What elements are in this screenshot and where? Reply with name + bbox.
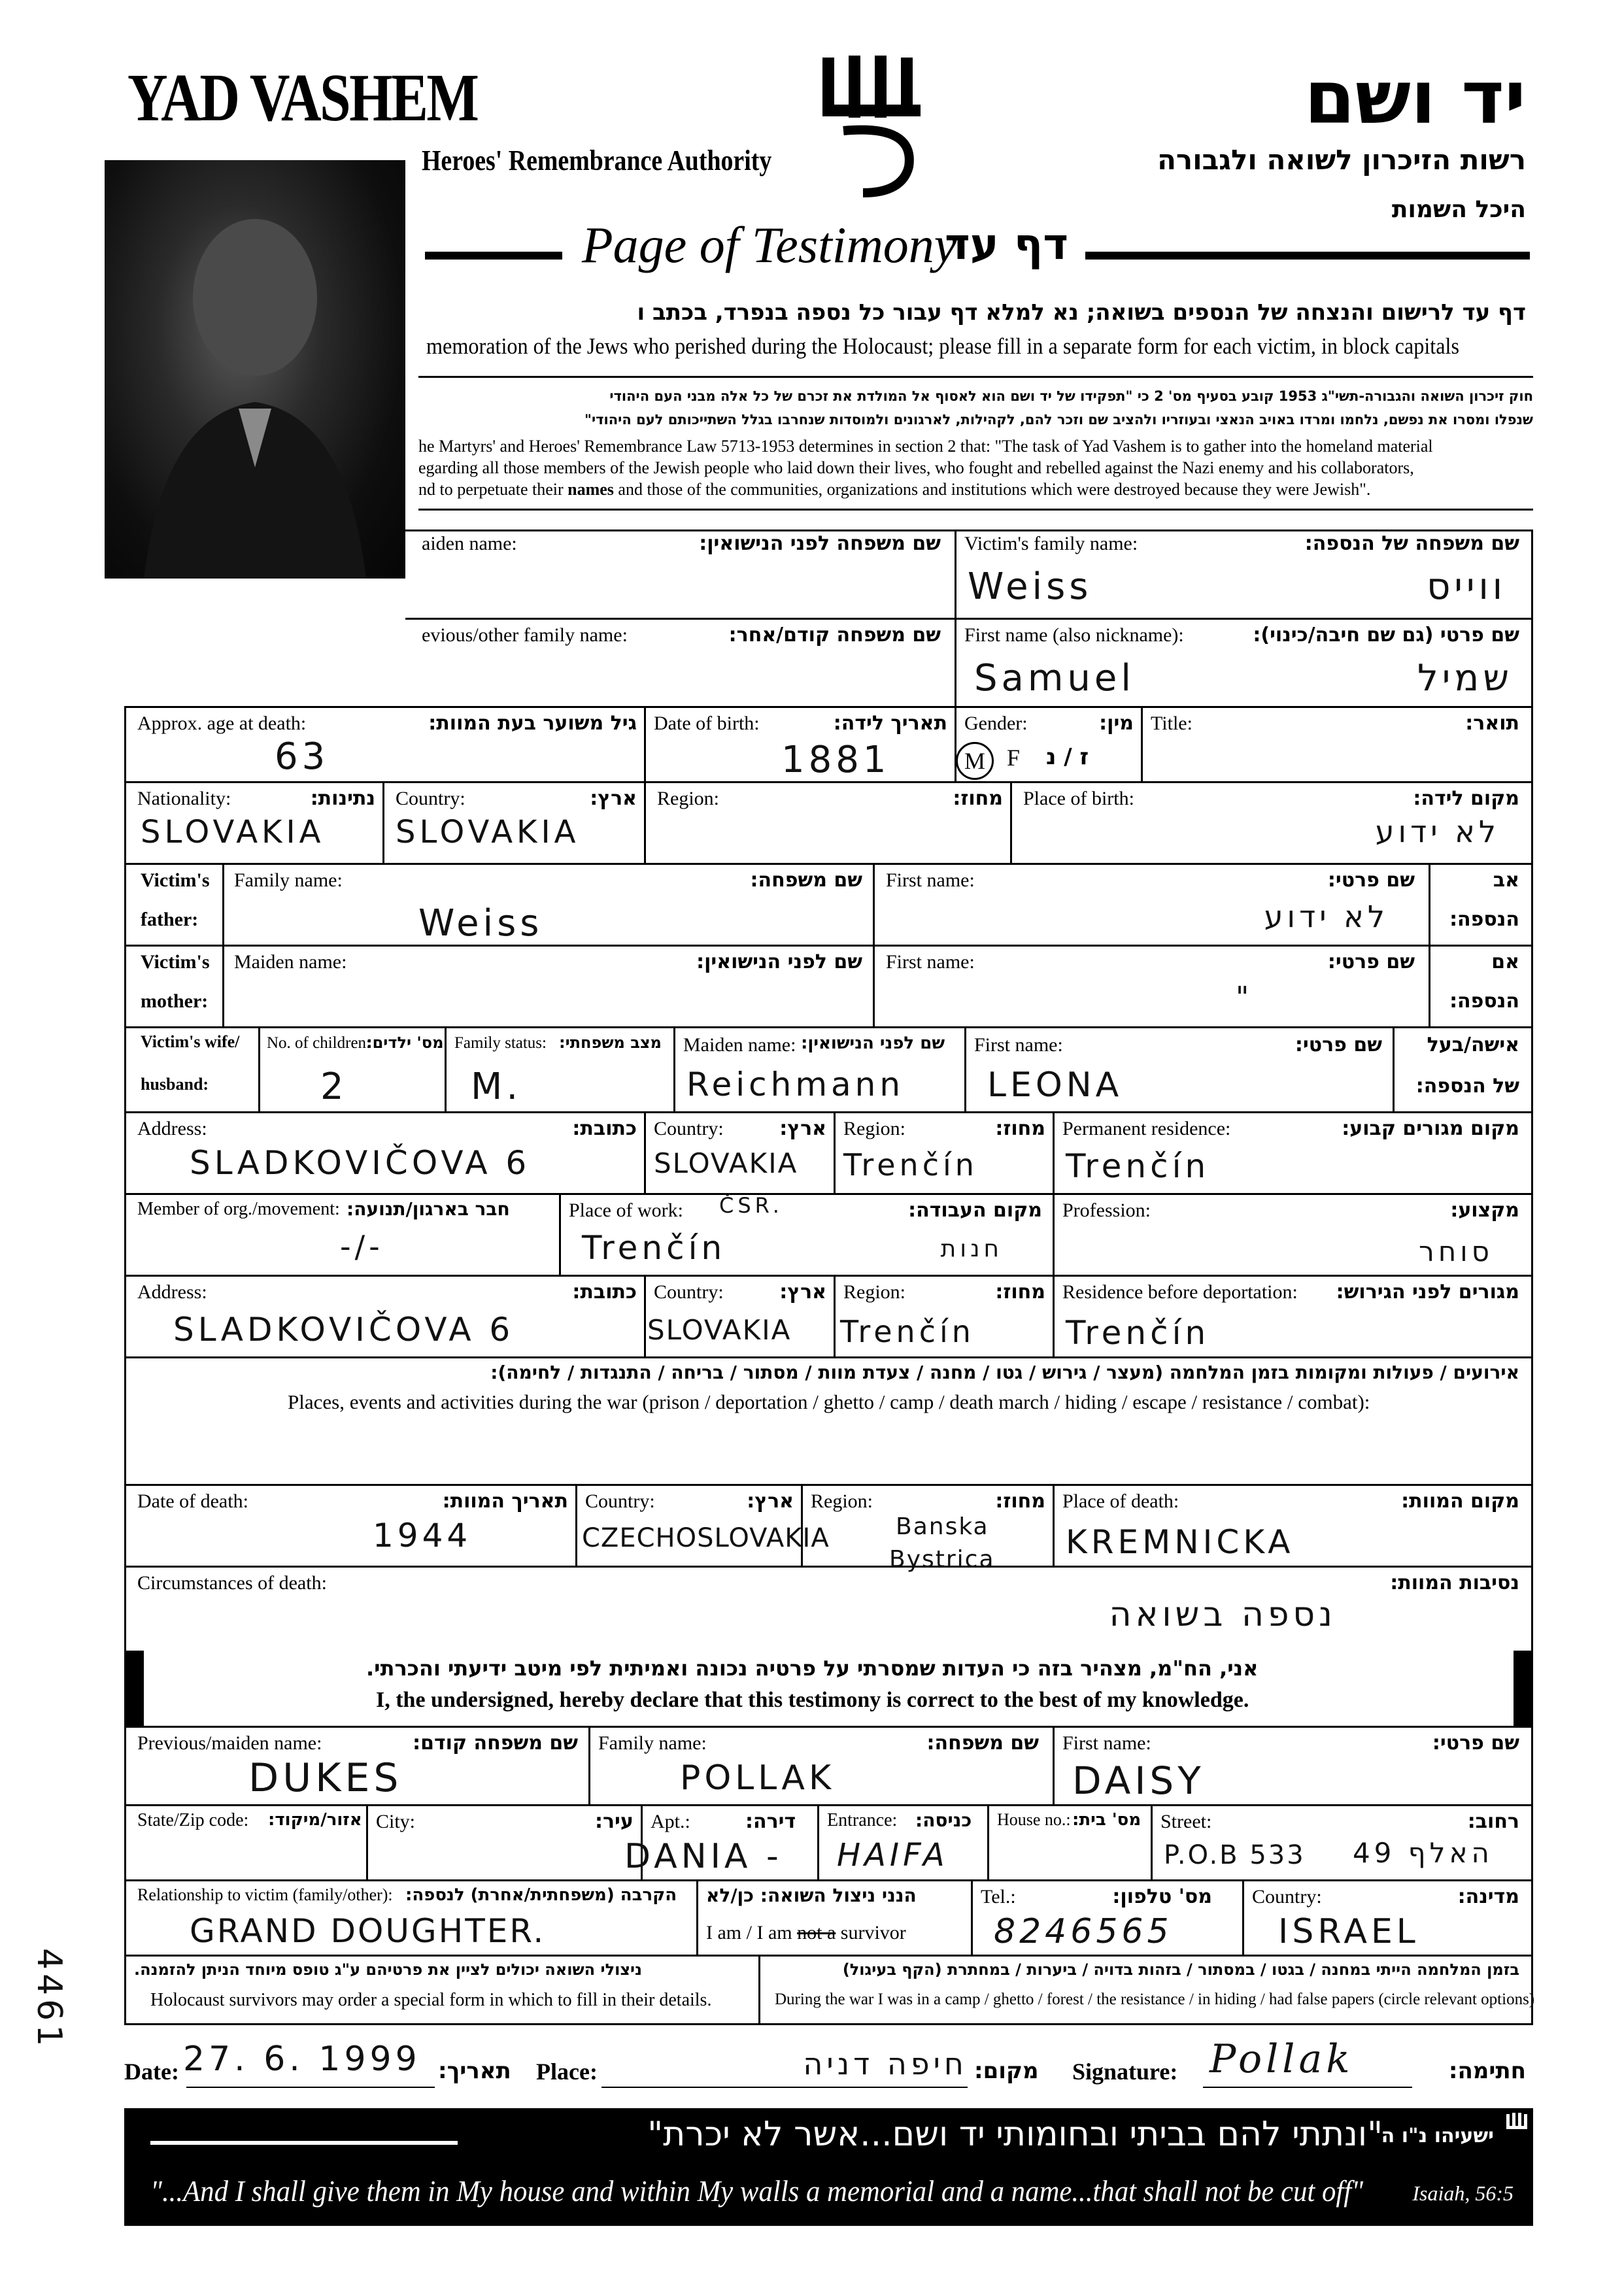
quote-he: "ונתתי להם בביתי ובחומותי יד ושם...אשר לא יכרת"	[647, 2115, 1383, 2154]
sub-first-label-he: שם פרטי:	[1432, 1732, 1519, 1755]
wife-maiden-name: Reichmann	[686, 1066, 905, 1103]
signature-label-he: חתימה:	[1448, 2058, 1526, 2084]
col-divider	[1242, 1879, 1244, 1955]
title-label-he: תואר:	[1465, 712, 1519, 735]
org-name-he: יד ושם	[1304, 56, 1526, 141]
dob-label: Date of birth:	[654, 713, 760, 734]
intro-he: דף עד לרישום והנצחה של הנספים בשואה; נא למלא דף עבור כל נספה בנפרד, בכתב ו	[637, 299, 1526, 326]
maiden-name-label: aiden name:	[422, 533, 517, 554]
circumstances-value: נספה בשואה	[1109, 1595, 1336, 1634]
addr2-region-label: Region:	[843, 1281, 905, 1303]
col-divider	[1151, 1804, 1153, 1879]
res-before-value: Trenčín	[1066, 1314, 1210, 1352]
col-divider	[834, 1111, 836, 1193]
rule	[124, 706, 1533, 708]
mother-he-label-1: אם	[1491, 950, 1519, 973]
address2-label: Address:	[137, 1281, 207, 1303]
father-he-label-1: אב	[1493, 869, 1519, 892]
sub-first-label: First name:	[1062, 1732, 1151, 1754]
wife-he-label-2: של הנספה:	[1415, 1075, 1519, 1098]
mother-maiden-label-he: שם לפני הנישואין:	[696, 950, 862, 973]
rule	[124, 1275, 1533, 1277]
col-divider	[696, 1879, 698, 1955]
col-divider	[955, 706, 956, 781]
prev-maiden-label: Previous/maiden name:	[137, 1732, 322, 1754]
rule	[405, 618, 1533, 620]
age-label-he: גיל משוער בעת המוות:	[428, 712, 637, 735]
rule	[124, 1193, 1533, 1195]
victim-family-label-he: שם משפחה של הנספה:	[1304, 532, 1519, 555]
col-divider	[575, 1484, 577, 1566]
relationship-label-he: הקרבה (משפחתית/אחרת) לנספה:	[405, 1885, 677, 1905]
col-divider	[559, 1193, 561, 1275]
wife-maiden-label: Maiden name:	[683, 1034, 796, 1056]
col-divider	[817, 1804, 819, 1879]
death-region-1: Banska	[896, 1513, 989, 1540]
rule	[124, 781, 1533, 783]
victims-label: Victim's	[141, 951, 210, 973]
mother-he-label-2: הנספה:	[1449, 990, 1519, 1013]
place-of-death: KREMNICKA	[1066, 1523, 1294, 1561]
father-first-name: לא ידוע	[1264, 899, 1389, 934]
form-title-en: Page of Testimony	[582, 216, 957, 273]
children-label-he: מס' ילדים:	[366, 1034, 444, 1052]
rule	[124, 945, 1533, 947]
children-count: 2	[320, 1066, 348, 1108]
address-label-he: כתובת:	[572, 1117, 637, 1140]
title-rule-left	[425, 252, 562, 260]
death-country-label: Country:	[585, 1490, 655, 1512]
family-status-label-he: מצב משפחתי:	[559, 1034, 662, 1052]
col-divider	[873, 863, 875, 1026]
nationality-label: Nationality:	[137, 788, 231, 809]
addr-region-label: Region:	[843, 1118, 905, 1139]
perm-res-label-he: מקום מגורים קבוע:	[1342, 1117, 1519, 1140]
entrance-label-he: כניסה:	[915, 1809, 972, 1831]
law-box	[418, 376, 1533, 511]
address2-label-he: כתובת:	[572, 1281, 637, 1303]
dob-label-he: תאריך לידה:	[833, 712, 947, 735]
profession-label: Profession:	[1062, 1200, 1151, 1221]
rule	[124, 1955, 1533, 1957]
date-label: Date:	[124, 2059, 179, 2085]
survivor-en-not: not a	[797, 1922, 836, 1943]
col-divider	[222, 863, 224, 1026]
address-label: Address:	[137, 1118, 207, 1139]
col-divider	[1053, 1193, 1055, 1275]
signature-underline	[1203, 2087, 1412, 2088]
mother-first-name: "	[1236, 981, 1253, 1014]
gender-he-options: ז / נ	[1046, 744, 1089, 770]
victim-first-name-he: שמיל	[1417, 657, 1513, 699]
father-label: father:	[141, 909, 199, 930]
maiden-name-label-he: שם משפחה לפני הנישואין:	[699, 532, 941, 555]
rule	[124, 1111, 1533, 1113]
rule	[124, 1566, 1533, 1568]
pod-label-he: מקום המוות:	[1401, 1490, 1519, 1513]
submitter-prev-name: DUKES	[248, 1755, 403, 1801]
law-en-line-3c: and those of the communities, organizations and institutions which were destroyed because they were Jewish".	[613, 480, 1371, 499]
tel-label: Tel.:	[981, 1886, 1016, 1908]
submitter-relationship: GRAND DOUGHTER.	[190, 1912, 546, 1950]
law-en-line-3a: nd to perpetuate their	[418, 480, 568, 499]
death-region-label-he: מחוז:	[995, 1490, 1045, 1513]
events-label-he: אירועים / פעולות ומקומות בזמן המלחמה (מעצר / גירוש / גטו / מחנה / צעדת מוות / מסתור / בריחה / התנגדות / לחימה):	[490, 1362, 1519, 1383]
children-label: No. of children:	[267, 1034, 371, 1052]
submitter-city: HAIFA	[837, 1837, 949, 1874]
col-divider	[1053, 1484, 1055, 1566]
mother-maiden-label: Maiden name:	[234, 951, 347, 973]
col-divider	[366, 1804, 368, 1879]
dod-label-he: תאריך המוות:	[442, 1490, 568, 1513]
profession-value: סוחר	[1419, 1235, 1493, 1268]
place-label: Place:	[536, 2059, 598, 2085]
survivor-label-he: הנני ניצול השואה: כן/לא	[706, 1885, 917, 1906]
victim-photo	[105, 160, 405, 579]
region-label: Region:	[657, 788, 719, 809]
sub-family-label: Family name:	[598, 1732, 707, 1754]
member-value: -/-	[340, 1229, 384, 1264]
addr-country-label: Country:	[654, 1118, 724, 1139]
special-form-en: Holocaust survivors may order a special form in which to fill in their details.	[150, 1990, 712, 2010]
law-he-line-2: שנפלו ומסרו את נפשם, נלחמו ומרדו באויב הנאצי ובעוזריו ולהציב שם וזכר להם, לקהילות, לארגונים ולמוסדות שנחרבו בגלל השתייכותם לעם היהודי"	[584, 412, 1533, 428]
signature: Pollak	[1210, 2036, 1354, 2082]
entrance-label: Entrance:	[827, 1810, 898, 1830]
survivor-en-b: survivor	[836, 1922, 906, 1943]
addr-country-label-he: ארץ:	[779, 1117, 826, 1140]
place-of-birth-value: לא ידוע	[1375, 814, 1500, 849]
col-divider	[644, 706, 646, 781]
col-divider	[1010, 781, 1012, 863]
gender-female-option[interactable]: F	[1007, 745, 1021, 771]
col-divider	[1053, 1275, 1055, 1356]
family-status-value: M.	[471, 1066, 522, 1108]
submitter-street-he: האלף 49	[1352, 1837, 1493, 1869]
col-divider	[1429, 863, 1430, 1026]
prev-family-label-he: שם משפחה קודם/אחר:	[728, 624, 941, 647]
col-divider	[644, 1111, 646, 1193]
addr2-region-label-he: מחוז:	[995, 1281, 1045, 1303]
work-value: Trenčín	[582, 1229, 726, 1267]
circ-label: Circumstances of death:	[137, 1572, 327, 1594]
father-first-label-he: שם פרטי:	[1327, 869, 1415, 892]
left-border	[124, 706, 126, 2023]
camp-he: בזמן המלחמה הייתי במחנה / בגטו / במסתור / בזהות בדויה / ביערות / במחתרת (הקף בעיגול)	[842, 1960, 1519, 1979]
declaration-he: אני, הח"מ, מצהיר בזה כי העדות שמסרתי על פרטיה נכונה ואמיתית לפי מיטב ידיעתי והכרתי.	[366, 1656, 1259, 1681]
date-label-he: תאריך:	[438, 2058, 511, 2084]
quote-he-ref: ישעיהו נ"ו ה'	[1375, 2125, 1494, 2147]
banner-rule	[150, 2141, 458, 2145]
apt-label-he: דירה:	[745, 1810, 796, 1833]
member-label: Member of org./movement:	[137, 1199, 340, 1219]
birth-year: 1881	[781, 739, 890, 781]
addr-country-value: SLOVAKIA	[654, 1147, 798, 1179]
org-sub2-he: היכל השמות	[1391, 196, 1526, 223]
col-divider	[644, 781, 646, 863]
country-value: SLOVAKIA	[396, 814, 580, 850]
victim-family-name: Weiss	[968, 565, 1092, 608]
col-divider	[588, 1726, 590, 1804]
addr2-country-label: Country:	[654, 1281, 724, 1303]
law-en-line-2: egarding all those members of the Jewish people who laid down their lives, who fought and rebelled against the Nazi enemy and his collaborators,	[418, 458, 1414, 477]
gender-male-option[interactable]: M	[956, 742, 994, 780]
relationship-label: Relationship to victim (family/other):	[137, 1885, 393, 1904]
margin-note: 4461	[29, 1948, 69, 2051]
first-name-nick-label: First name (also nickname):	[964, 624, 1184, 646]
addr2-country-label-he: ארץ:	[779, 1281, 826, 1303]
title-rule-right	[1085, 252, 1530, 260]
rule	[124, 1356, 1533, 1358]
father-first-label: First name:	[886, 869, 975, 891]
org-sub-en: Heroes' Remembrance Authority	[422, 144, 772, 176]
col-divider	[987, 1804, 989, 1879]
col-divider	[673, 1026, 675, 1111]
menorah-icon	[1504, 2111, 1530, 2138]
quote-banner	[124, 2108, 1533, 2226]
camp-en: During the war I was in a camp / ghetto / forest / the resistance / in hiding / had false papers (circle relevant options)	[775, 1991, 1535, 2008]
state-label-he: אזור/מיקוד:	[268, 1810, 362, 1830]
death-region-label: Region:	[811, 1490, 873, 1512]
father-he-label-2: הנספה:	[1449, 908, 1519, 931]
family-status-label: Family status:	[454, 1034, 547, 1052]
sub-family-label-he: שם משפחה:	[926, 1732, 1039, 1755]
addr2-region-value: Trenčín	[840, 1314, 975, 1349]
submitter-family-name: POLLAK	[680, 1758, 836, 1798]
father-family-label-he: שם משפחה:	[750, 869, 862, 892]
dod-label: Date of death:	[137, 1490, 248, 1512]
prev-maiden-label-he: שם משפחה קודם:	[413, 1732, 578, 1755]
col-divider	[971, 1879, 973, 1955]
submitter-tel: 8246565	[994, 1912, 1173, 1951]
col-divider	[1141, 706, 1143, 781]
addr-region-value: Trenčín	[843, 1147, 978, 1183]
col-divider	[445, 1026, 447, 1111]
rule	[124, 1726, 1533, 1728]
col-divider	[834, 1275, 836, 1356]
apt-label: Apt.:	[651, 1811, 690, 1832]
address2-value: SLADKOVIČOVA 6	[173, 1311, 515, 1349]
father-family-label: Family name:	[234, 869, 343, 891]
special-form-he: ניצולי השואה יכולים לציין את פרטיהם ע"ג טופס מיוחד הניתן להזמנה.	[134, 1960, 642, 1979]
date-of-death: 1944	[373, 1517, 472, 1555]
address-value: SLADKOVIČOVA 6	[190, 1144, 531, 1182]
sub-country-label: Country:	[1252, 1886, 1322, 1908]
work-note: ČSR.	[719, 1193, 783, 1218]
org-name-en: YAD VASHEM	[127, 60, 478, 135]
city-label: City:	[376, 1811, 416, 1832]
wife-he-label-1: אישה/בעל	[1427, 1034, 1519, 1056]
submitter-country: ISRAEL	[1278, 1912, 1419, 1951]
wife-first-label-he: שם פרטי:	[1294, 1034, 1382, 1056]
declaration-en: I, the undersigned, hereby declare that this testimony is correct to the best of my knowledge.	[376, 1688, 1249, 1712]
perm-res-label: Permanent residence:	[1062, 1118, 1231, 1139]
declaration-bar-right	[1514, 1651, 1533, 1726]
wife-first-name: LEONA	[987, 1066, 1123, 1105]
father-family-name: Weiss	[418, 902, 543, 945]
work-value-he: חנות	[940, 1235, 1003, 1262]
death-region-2: Bystrica	[889, 1546, 995, 1573]
signature-label: Signature:	[1072, 2059, 1178, 2085]
rule	[124, 1804, 1533, 1806]
org-sub-he: רשות הזיכרון לשואה ולגבורה	[1157, 144, 1526, 176]
wife-label: Victim's wife/	[141, 1032, 240, 1051]
street-label-he: רחוב:	[1467, 1810, 1519, 1833]
gender-label-he: מין:	[1099, 712, 1134, 735]
law-he-line-1: חוק זיכרון השואה והגבורה-תשי"ג 1953 קובע בסעיף מס' 2 כי "תפקידו של יד ושם הוא לאסוף אל המולדת את זכרם של כל אלה מבני העם היהודי	[609, 388, 1533, 404]
submitter-apt: DANIA -	[624, 1837, 783, 1876]
col-divider	[1053, 1111, 1055, 1193]
place-underline	[601, 2087, 968, 2088]
perm-res-value: Trenčín	[1066, 1147, 1210, 1185]
quote-en: "...And I shall give them in My house and within My walls a memorial and a name...that shall not be cut off"	[150, 2174, 1364, 2208]
mother-label: mother:	[141, 990, 209, 1012]
pod-label: Place of death:	[1062, 1490, 1179, 1512]
col-divider	[1393, 1026, 1395, 1111]
place-label-he: מקום:	[974, 2058, 1039, 2084]
yad-vashem-logo-icon	[817, 52, 928, 203]
rule	[124, 1879, 1533, 1881]
law-en-line-1: he Martyrs' and Heroes' Remembrance Law 5713-1953 determines in section 2 that: "The task of Yad Vashem is to gather into the homeland material	[418, 437, 1433, 456]
addr-region-label-he: מחוז:	[995, 1117, 1045, 1140]
submission-place: חיפה דניה	[803, 2046, 968, 2081]
profession-label-he: מקצוע:	[1450, 1199, 1519, 1222]
husband-label: husband:	[141, 1075, 209, 1094]
declaration-bar-left	[124, 1651, 144, 1726]
form-title-he: דף עד	[945, 219, 1069, 269]
res-before-label-he: מגורים לפני הגירוש:	[1336, 1281, 1519, 1303]
rule	[124, 2023, 1533, 2025]
survivor-label-en	[706, 1922, 906, 1943]
col-divider	[955, 529, 956, 706]
col-divider	[382, 781, 384, 863]
work-label-he: מקום העבודה:	[908, 1199, 1042, 1222]
circ-label-he: נסיבות המוות:	[1390, 1572, 1519, 1594]
death-country: CZECHOSLOVAKIA	[582, 1523, 830, 1553]
sub-country-label-he: מדינה:	[1457, 1885, 1519, 1908]
prev-family-label: evious/other family name:	[422, 624, 628, 646]
quote-en-ref: Isaiah, 56:5	[1412, 2181, 1514, 2205]
submission-date: 27. 6. 1999	[183, 2040, 421, 2079]
gender-label: Gender:	[964, 713, 1028, 734]
city-label-he: עיר:	[595, 1810, 634, 1833]
mother-first-label-he: שם פרטי:	[1327, 950, 1415, 973]
age-at-death: 63	[275, 735, 330, 778]
col-divider	[964, 1026, 966, 1111]
victim-family-name-he: ווייס	[1427, 565, 1506, 608]
pob-label-he: מקום לידה:	[1413, 787, 1519, 810]
region-label-he: מחוז:	[953, 787, 1003, 810]
res-before-label: Residence before deportation:	[1062, 1281, 1298, 1303]
pob-label: Place of birth:	[1023, 788, 1134, 809]
house-label-he: מס' בית:	[1072, 1810, 1142, 1830]
wife-maiden-label-he: שם לפני הנישואין:	[801, 1034, 945, 1053]
submitter-street: P.O.B 533	[1164, 1840, 1306, 1870]
nationality-label-he: נתינות:	[310, 787, 375, 810]
col-divider	[258, 1026, 260, 1111]
law-en-line-3	[418, 480, 1370, 499]
law-en-names: names	[567, 480, 614, 499]
addr2-country-value: SLOVAKIA	[647, 1314, 792, 1346]
col-divider	[1053, 1726, 1055, 1804]
survivor-en-a: I am / I am	[706, 1922, 798, 1943]
house-label: House no.:	[997, 1810, 1071, 1829]
nationality-value: SLOVAKIA	[141, 814, 325, 850]
right-border	[1531, 529, 1533, 2023]
member-label-he: חבר בארגון/תנועה:	[347, 1198, 510, 1220]
col-divider	[758, 1955, 760, 2023]
rule	[405, 529, 1533, 531]
wife-first-label: First name:	[974, 1034, 1063, 1056]
first-name-nick-label-he: שם פרטי (גם שם חיבה/כינוי):	[1253, 624, 1519, 647]
death-country-label-he: ארץ:	[747, 1490, 794, 1513]
rule	[124, 863, 1533, 865]
street-label: Street:	[1160, 1811, 1212, 1832]
victim-family-label: Victim's family name:	[964, 533, 1138, 554]
title-label: Title:	[1151, 713, 1193, 734]
work-label: Place of work:	[569, 1200, 683, 1221]
state-label: State/Zip code:	[137, 1810, 249, 1830]
col-divider	[644, 1275, 646, 1356]
intro-en: memoration of the Jews who perished during the Holocaust; please fill in a separate form for each victim, in block capitals	[426, 333, 1460, 359]
victim-first-name: Samuel	[974, 657, 1135, 699]
submitter-first-name: DAISY	[1072, 1758, 1205, 1803]
mother-first-label: First name:	[886, 951, 975, 973]
age-label: Approx. age at death:	[137, 713, 307, 734]
victims-label: Victim's	[141, 869, 210, 891]
country-label: Country:	[396, 788, 465, 809]
events-label-en: Places, events and activities during the war (prison / deportation / ghetto / camp / death march / hiding / escape / resistance / combat):	[288, 1390, 1370, 1413]
country-label-he: ארץ:	[590, 787, 637, 810]
rule	[124, 1026, 1533, 1028]
tel-label-he: מס' טלפון:	[1112, 1885, 1212, 1908]
date-underline	[186, 2087, 435, 2088]
rule	[124, 1484, 1533, 1486]
